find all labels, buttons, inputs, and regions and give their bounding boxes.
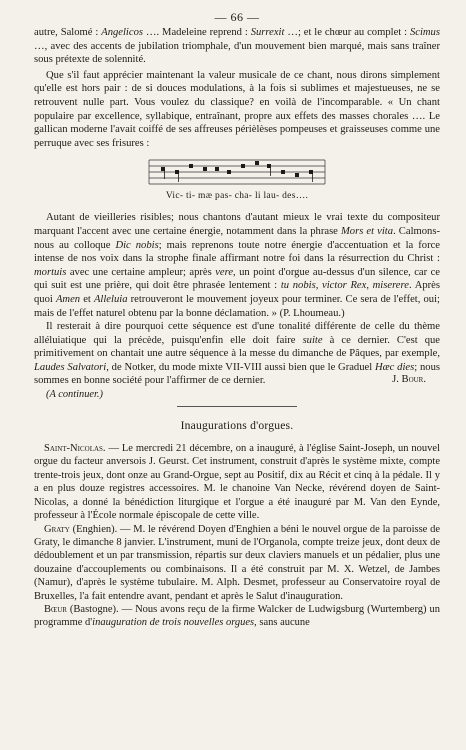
place-name: Graty xyxy=(44,523,70,535)
text-run: retrouveront le mouvement joyeux pour terminer. Ce sera de l'effet, oui; mais de l'effet naturel obtenu par la bonne déclamation. » (P. Lhoumeau.) xyxy=(34,293,440,319)
italic-run: Angelicos xyxy=(101,27,143,38)
text-run: autre, Salomé : xyxy=(34,27,102,38)
italic-run: vere xyxy=(215,266,234,278)
text-run: …. Madeleine reprend : xyxy=(143,27,251,38)
paragraph-2 xyxy=(34,69,440,151)
section-divider xyxy=(177,406,297,407)
text-run: …, avec des accents de jubilation triomphale, d'un mouvement bien marqué, mais sans traîner sous prétexte de solennité. xyxy=(34,40,440,66)
text-run: avec une certaine ampleur; après xyxy=(66,266,216,278)
italic-run: suite xyxy=(302,334,323,346)
chant-staff xyxy=(147,154,327,188)
text-run: Il resterait à dire pourquoi cette séquence est d'une tonalité différente de celle du thème alléluiatique qui la précède, puisqu'enfin elle doit faire xyxy=(34,321,440,346)
italic-run: Laudes Salvatori xyxy=(34,361,107,373)
text-run: . Calmons-nous au colloque xyxy=(34,225,440,251)
paragraph-3 xyxy=(34,211,440,320)
text-run: Que s'il faut apprécier maintenant la valeur musicale de ce chant, nous dirons simplement qu'elle est hors pair : de si douces modulations, à la fois si sublimes et majestueuses, ne se retrouvent nulle part. Vous voulez du classique? en voilà de l'incomparable. « Un chant populaire par excellence, syllabique, entraînant, propre aux effets des masses chorales …. Le gallican moderne l'avait coiffé de ses affreuses périèlèses pompeuses et graisseuses comme une perruque avec ses frisures : xyxy=(34,69,440,149)
to-be-continued: (A continuer.) xyxy=(46,389,103,401)
organ-inaugurations xyxy=(34,442,440,630)
entry-graty xyxy=(34,523,440,603)
music-example xyxy=(34,154,440,188)
author-signature: J. Bour. xyxy=(392,374,426,386)
italic-run: Hæc dies xyxy=(374,361,415,373)
place-name: Saint-Nicolas. xyxy=(44,443,106,455)
italic-run: Surrexit xyxy=(250,27,285,38)
text-run: ; mais reprenons toute notre énergie d'accentuation et la force intense de nos voix dans la strophe finale affirmant notre foi dans la résurrection du Christ : xyxy=(34,239,440,265)
italic-run: Alleluia xyxy=(93,293,128,305)
italic-run: mortuis xyxy=(34,266,67,278)
text-run: (Bastogne). — Nous avons reçu de la firme Walcker de Ludwigsburg (Wurtemberg) un programme d' xyxy=(34,603,440,629)
paragraph-4 xyxy=(34,320,440,388)
italic-run: Dic nobis xyxy=(115,239,159,251)
text-run: Autant de vieilleries risibles; nous chantons d'autant mieux le vrai texte du compositeur marquant l'accent avec une certaine énergie, notamment dans la phrase xyxy=(34,212,440,237)
text-run: , de Notker, du mode mixte VII-VIII aussi bien que le Graduel xyxy=(106,361,375,373)
entry-boeur xyxy=(34,603,440,630)
text-run: — Le mercredi 21 décembre, on a inauguré, à l'église Saint-Joseph, un nouvel orgue du facteur anversois J. Geurst. Cet instrument, construit d'après le système mixte, compte trente-trois jeux, dont onze au Grand-Orgue, sept au Positif, dix au Récit et cinq à la pédale. Il y a en plus douze registres accessoires. M. le chanoine Van Necke, révérend doyen de Saint-Nicolas, a donné la bénédiction liturgique et l'orgue a été inauguré par M. Van den Eynde, professeur à l'École normale épiscopale de cette ville. xyxy=(34,443,440,522)
italic-run: Amen xyxy=(55,293,81,305)
text-run: et xyxy=(80,293,94,305)
italic-run: Mors et vita xyxy=(340,225,394,237)
text-run: à ce dernier. C'est que primitivement on chantait une autre séquence à la messe du dimanche de Pâques, par exemple, xyxy=(34,334,440,360)
italic-run: inauguration de trois nouvelles orgues xyxy=(92,617,255,629)
paragraph-1 xyxy=(34,26,440,67)
text-run: , sans aucune xyxy=(254,617,310,629)
music-lyrics: Vic- ti- mæ pas- cha- li lau- des…. xyxy=(165,191,309,202)
entry-saint-nicolas xyxy=(34,442,440,522)
text-run: ; nous sommes en bonne société pour l'affirmer de ce dernier. xyxy=(34,361,440,387)
italic-run: Scimus xyxy=(409,27,440,38)
italic-run: tu nobis, victor Rex, miserere xyxy=(280,280,409,292)
page-number: — 66 — xyxy=(214,10,260,24)
section-title: Inaugurations d'orgues. xyxy=(180,419,294,433)
text-run: , un point d'orgue au-dessus d'un silence, car ce qui suit est une prière, qui doit être phrasée lentement : xyxy=(34,266,440,292)
neumes xyxy=(161,161,313,177)
text-run: . Après quoi xyxy=(34,280,440,305)
text-run: …; et le chœur au complet : xyxy=(284,27,410,38)
text-run: (Enghien). — M. le révérend Doyen d'Enghien a béni le nouvel orgue de la paroisse de Graty, le dimanche 8 janvier. L'instrument, muni de l'Organola, compte treize jeux, dont deux de dédoublement et un par transmission, répartis sur deux claviers manuels et un pédalier, plus une douzaine d'accouplements ou combinaisons. Il a été construit par M. X. Wetzel, de Jambes (Namur), d'après le système tubulaire. M. Alph. Desmet, professeur au Conservatoire royal de Bruxelles, l'a fait entendre avant, pendant et après le Salut d'inauguration. xyxy=(34,523,440,602)
place-name: Bœur xyxy=(44,603,67,615)
